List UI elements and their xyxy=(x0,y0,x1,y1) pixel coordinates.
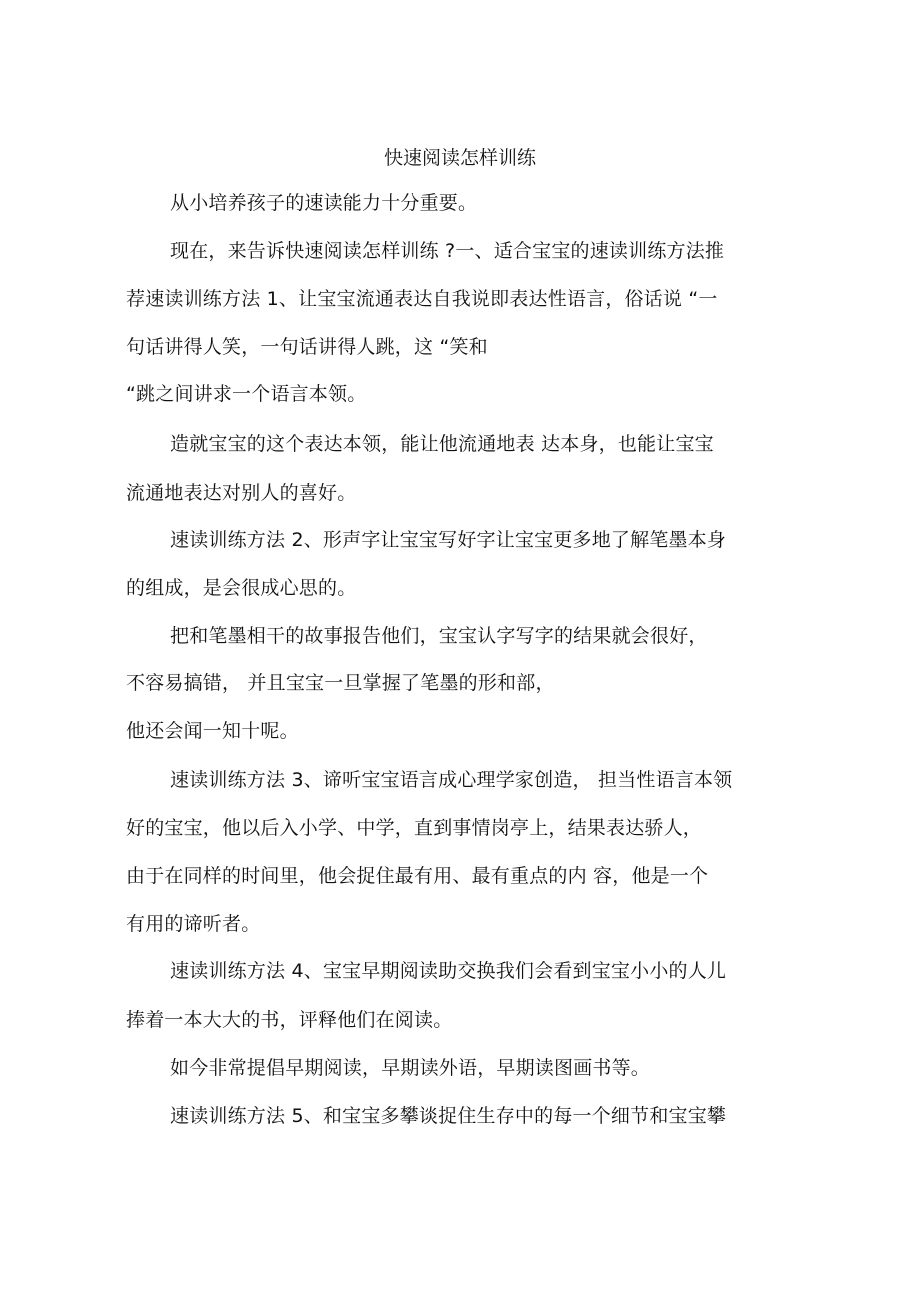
text-line: 的组成，是会很成心思的。 xyxy=(126,577,357,599)
text-line: 他还会闻一知十呢。 xyxy=(126,720,299,742)
text-line: 速读训练方法 4、宝宝早期阅读助交换我们会看到宝宝小小的人儿 xyxy=(170,960,727,982)
text-line: 速读训练方法 5、和宝宝多攀谈捉住生存中的每一个细节和宝宝攀 xyxy=(170,1105,727,1127)
text-line: 速读训练方法 3、谛听宝宝语言成心理学家创造， 担当性语言本领 xyxy=(170,769,733,791)
document-title: 快速阅读怎样训练 xyxy=(383,147,536,169)
text-line: 速读训练方法 2、形声字让宝宝写好字让宝宝更多地了解笔墨本身 xyxy=(170,529,727,551)
text-line: 由于在同样的时间里，他会捉住最有用、最有重点的内 容，他是一个 xyxy=(126,865,709,887)
text-line: 流通地表达对别人的喜好。 xyxy=(126,482,357,504)
text-line: 荐速读训练方法 1、让宝宝流通表达自我说即表达性语言，俗话说 “一 xyxy=(126,288,718,310)
text-line: 不容易搞错， 并且宝宝一旦掌握了笔墨的形和部， xyxy=(126,672,555,694)
text-line: 有用的谛听者。 xyxy=(126,913,261,935)
text-line: 如今非常提倡早期阅读，早期读外语，早期读图画书等。 xyxy=(170,1057,651,1079)
text-line: 造就宝宝的这个表达本领，能让他流通地表 达本身，也能让宝宝 xyxy=(170,433,714,455)
text-line: 从小培养孩子的速读能力十分重要。 xyxy=(170,192,478,214)
text-line: 好的宝宝，他以后入小学、中学，直到事情岗亭上，结果表达骄人， xyxy=(126,817,703,839)
text-line: 把和笔墨相干的故事报告他们，宝宝认字写字的结果就会很好， xyxy=(170,625,708,647)
text-line: 句话讲得人笑，一句话讲得人跳，这 “笑和 xyxy=(126,336,488,358)
text-line: 现在，来告诉快速阅读怎样训练 ?一、适合宝宝的速读训练方法推 xyxy=(170,240,725,262)
text-line: 捧着一本大大的书，评释他们在阅读。 xyxy=(126,1009,453,1031)
text-line: “跳之间讲求一个语言本领。 xyxy=(126,383,367,405)
